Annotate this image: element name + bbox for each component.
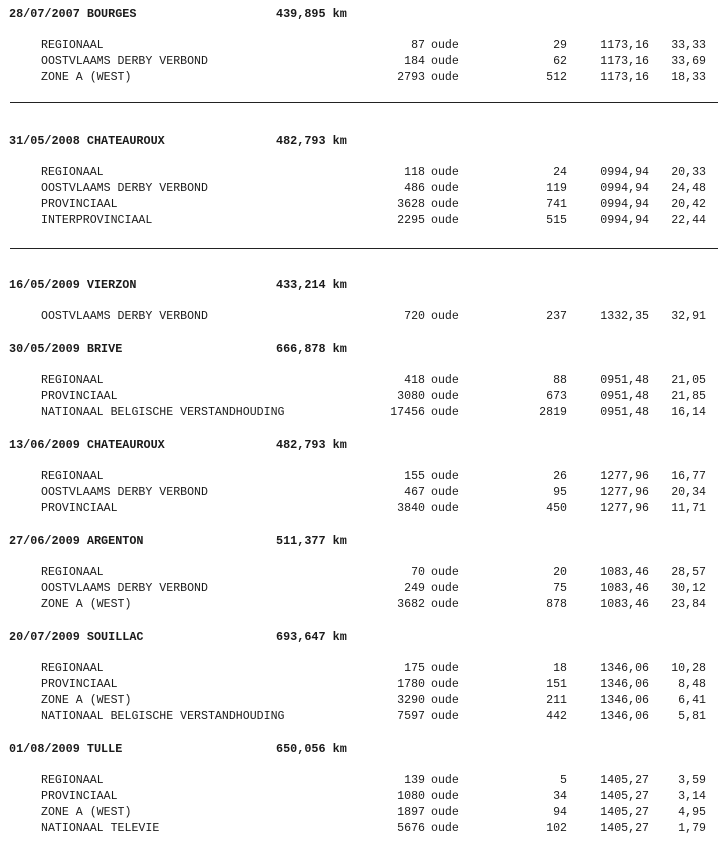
percentage: 3,14 xyxy=(678,790,706,803)
category-name: REGIONAAL xyxy=(41,39,104,52)
category-name: ZONE A (WEST) xyxy=(41,694,132,707)
race-header: 20/07/2009 SOUILLAC xyxy=(9,630,144,644)
percentage: 32,91 xyxy=(671,310,706,323)
percentage: 30,12 xyxy=(671,582,706,595)
category-name: PROVINCIAAL xyxy=(41,502,118,515)
speed: 1277,96 xyxy=(600,502,649,515)
placement: 95 xyxy=(553,486,567,499)
placement: 29 xyxy=(553,39,567,52)
participant-count: 3628 xyxy=(397,198,425,211)
placement: 151 xyxy=(546,678,567,691)
percentage: 33,33 xyxy=(671,39,706,52)
speed: 0951,48 xyxy=(600,406,649,419)
participant-count: 155 xyxy=(404,470,425,483)
category-name: PROVINCIAAL xyxy=(41,198,118,211)
percentage: 20,33 xyxy=(671,166,706,179)
speed: 1173,16 xyxy=(600,71,649,84)
section-divider xyxy=(10,102,718,103)
category-name: ZONE A (WEST) xyxy=(41,598,132,611)
unit-oude: oude xyxy=(431,55,459,68)
category-name: NATIONAAL TELEVIE xyxy=(41,822,160,835)
placement: 673 xyxy=(546,390,567,403)
unit-oude: oude xyxy=(431,790,459,803)
percentage: 10,28 xyxy=(671,662,706,675)
category-name: REGIONAAL xyxy=(41,470,104,483)
placement: 94 xyxy=(553,806,567,819)
category-name: ZONE A (WEST) xyxy=(41,806,132,819)
race-distance: 433,214 km xyxy=(276,278,347,292)
placement: 878 xyxy=(546,598,567,611)
percentage: 11,71 xyxy=(671,502,706,515)
percentage: 5,81 xyxy=(678,710,706,723)
unit-oude: oude xyxy=(431,39,459,52)
placement: 26 xyxy=(553,470,567,483)
participant-count: 5676 xyxy=(397,822,425,835)
percentage: 8,48 xyxy=(678,678,706,691)
speed: 1277,96 xyxy=(600,486,649,499)
race-header: 30/05/2009 BRIVE xyxy=(9,342,123,356)
participant-count: 1080 xyxy=(397,790,425,803)
unit-oude: oude xyxy=(431,310,459,323)
category-name: PROVINCIAAL xyxy=(41,790,118,803)
participant-count: 467 xyxy=(404,486,425,499)
unit-oude: oude xyxy=(431,806,459,819)
percentage: 22,44 xyxy=(671,214,706,227)
placement: 512 xyxy=(546,71,567,84)
participant-count: 139 xyxy=(404,774,425,787)
percentage: 24,48 xyxy=(671,182,706,195)
category-name: PROVINCIAAL xyxy=(41,390,118,403)
participant-count: 1780 xyxy=(397,678,425,691)
percentage: 33,69 xyxy=(671,55,706,68)
unit-oude: oude xyxy=(431,71,459,84)
participant-count: 3682 xyxy=(397,598,425,611)
unit-oude: oude xyxy=(431,678,459,691)
participant-count: 7597 xyxy=(397,710,425,723)
category-name: NATIONAAL BELGISCHE VERSTANDHOUDING xyxy=(41,406,285,419)
race-header: 16/05/2009 VIERZON xyxy=(9,278,137,292)
speed: 1346,06 xyxy=(600,678,649,691)
speed: 1083,46 xyxy=(600,566,649,579)
speed: 1405,27 xyxy=(600,822,649,835)
unit-oude: oude xyxy=(431,214,459,227)
speed: 0994,94 xyxy=(600,166,649,179)
race-distance: 439,895 km xyxy=(276,7,347,21)
participant-count: 17456 xyxy=(390,406,425,419)
speed: 0994,94 xyxy=(600,198,649,211)
race-header: 28/07/2007 BOURGES xyxy=(9,7,137,21)
percentage: 16,77 xyxy=(671,470,706,483)
placement: 450 xyxy=(546,502,567,515)
placement: 102 xyxy=(546,822,567,835)
speed: 1173,16 xyxy=(600,39,649,52)
percentage: 3,59 xyxy=(678,774,706,787)
participant-count: 70 xyxy=(411,566,425,579)
speed: 0994,94 xyxy=(600,214,649,227)
speed: 1083,46 xyxy=(600,582,649,595)
unit-oude: oude xyxy=(431,694,459,707)
category-name: OOSTVLAAMS DERBY VERBOND xyxy=(41,182,208,195)
percentage: 20,34 xyxy=(671,486,706,499)
placement: 88 xyxy=(553,374,567,387)
percentage: 18,33 xyxy=(671,71,706,84)
participant-count: 184 xyxy=(404,55,425,68)
category-name: NATIONAAL BELGISCHE VERSTANDHOUDING xyxy=(41,710,285,723)
participant-count: 87 xyxy=(411,39,425,52)
unit-oude: oude xyxy=(431,662,459,675)
speed: 1346,06 xyxy=(600,694,649,707)
race-header: 27/06/2009 ARGENTON xyxy=(9,534,144,548)
placement: 34 xyxy=(553,790,567,803)
category-name: ZONE A (WEST) xyxy=(41,71,132,84)
percentage: 21,05 xyxy=(671,374,706,387)
participant-count: 3080 xyxy=(397,390,425,403)
placement: 119 xyxy=(546,182,567,195)
unit-oude: oude xyxy=(431,822,459,835)
participant-count: 418 xyxy=(404,374,425,387)
speed: 1405,27 xyxy=(600,790,649,803)
placement: 24 xyxy=(553,166,567,179)
placement: 20 xyxy=(553,566,567,579)
race-distance: 511,377 km xyxy=(276,534,347,548)
unit-oude: oude xyxy=(431,502,459,515)
participant-count: 1897 xyxy=(397,806,425,819)
placement: 442 xyxy=(546,710,567,723)
unit-oude: oude xyxy=(431,582,459,595)
placement: 18 xyxy=(553,662,567,675)
race-header: 13/06/2009 CHATEAUROUX xyxy=(9,438,165,452)
unit-oude: oude xyxy=(431,390,459,403)
speed: 1277,96 xyxy=(600,470,649,483)
participant-count: 3290 xyxy=(397,694,425,707)
speed: 1332,35 xyxy=(600,310,649,323)
percentage: 1,79 xyxy=(678,822,706,835)
category-name: REGIONAAL xyxy=(41,566,104,579)
unit-oude: oude xyxy=(431,198,459,211)
unit-oude: oude xyxy=(431,406,459,419)
placement: 211 xyxy=(546,694,567,707)
participant-count: 2793 xyxy=(397,71,425,84)
speed: 0994,94 xyxy=(600,182,649,195)
speed: 0951,48 xyxy=(600,390,649,403)
participant-count: 720 xyxy=(404,310,425,323)
unit-oude: oude xyxy=(431,566,459,579)
speed: 0951,48 xyxy=(600,374,649,387)
race-distance: 650,056 km xyxy=(276,742,347,756)
race-distance: 693,647 km xyxy=(276,630,347,644)
race-distance: 482,793 km xyxy=(276,438,347,452)
percentage: 6,41 xyxy=(678,694,706,707)
placement: 75 xyxy=(553,582,567,595)
speed: 1405,27 xyxy=(600,774,649,787)
category-name: REGIONAAL xyxy=(41,662,104,675)
percentage: 21,85 xyxy=(671,390,706,403)
unit-oude: oude xyxy=(431,166,459,179)
category-name: OOSTVLAAMS DERBY VERBOND xyxy=(41,55,208,68)
speed: 1405,27 xyxy=(600,806,649,819)
placement: 5 xyxy=(560,774,567,787)
participant-count: 249 xyxy=(404,582,425,595)
participant-count: 175 xyxy=(404,662,425,675)
section-divider xyxy=(10,248,718,249)
race-distance: 666,878 km xyxy=(276,342,347,356)
race-header: 31/05/2008 CHATEAUROUX xyxy=(9,134,165,148)
speed: 1083,46 xyxy=(600,598,649,611)
speed: 1346,06 xyxy=(600,710,649,723)
unit-oude: oude xyxy=(431,182,459,195)
category-name: REGIONAAL xyxy=(41,374,104,387)
unit-oude: oude xyxy=(431,710,459,723)
percentage: 20,42 xyxy=(671,198,706,211)
category-name: OOSTVLAAMS DERBY VERBOND xyxy=(41,310,208,323)
unit-oude: oude xyxy=(431,374,459,387)
race-header: 01/08/2009 TULLE xyxy=(9,742,123,756)
participant-count: 486 xyxy=(404,182,425,195)
race-distance: 482,793 km xyxy=(276,134,347,148)
participant-count: 118 xyxy=(404,166,425,179)
placement: 741 xyxy=(546,198,567,211)
placement: 237 xyxy=(546,310,567,323)
speed: 1346,06 xyxy=(600,662,649,675)
unit-oude: oude xyxy=(431,774,459,787)
percentage: 4,95 xyxy=(678,806,706,819)
category-name: REGIONAAL xyxy=(41,166,104,179)
percentage: 16,14 xyxy=(671,406,706,419)
unit-oude: oude xyxy=(431,486,459,499)
placement: 2819 xyxy=(539,406,567,419)
placement: 62 xyxy=(553,55,567,68)
participant-count: 2295 xyxy=(397,214,425,227)
category-name: REGIONAAL xyxy=(41,774,104,787)
placement: 515 xyxy=(546,214,567,227)
category-name: OOSTVLAAMS DERBY VERBOND xyxy=(41,486,208,499)
unit-oude: oude xyxy=(431,598,459,611)
category-name: INTERPROVINCIAAL xyxy=(41,214,153,227)
participant-count: 3840 xyxy=(397,502,425,515)
unit-oude: oude xyxy=(431,470,459,483)
category-name: OOSTVLAAMS DERBY VERBOND xyxy=(41,582,208,595)
category-name: PROVINCIAAL xyxy=(41,678,118,691)
percentage: 23,84 xyxy=(671,598,706,611)
percentage: 28,57 xyxy=(671,566,706,579)
speed: 1173,16 xyxy=(600,55,649,68)
